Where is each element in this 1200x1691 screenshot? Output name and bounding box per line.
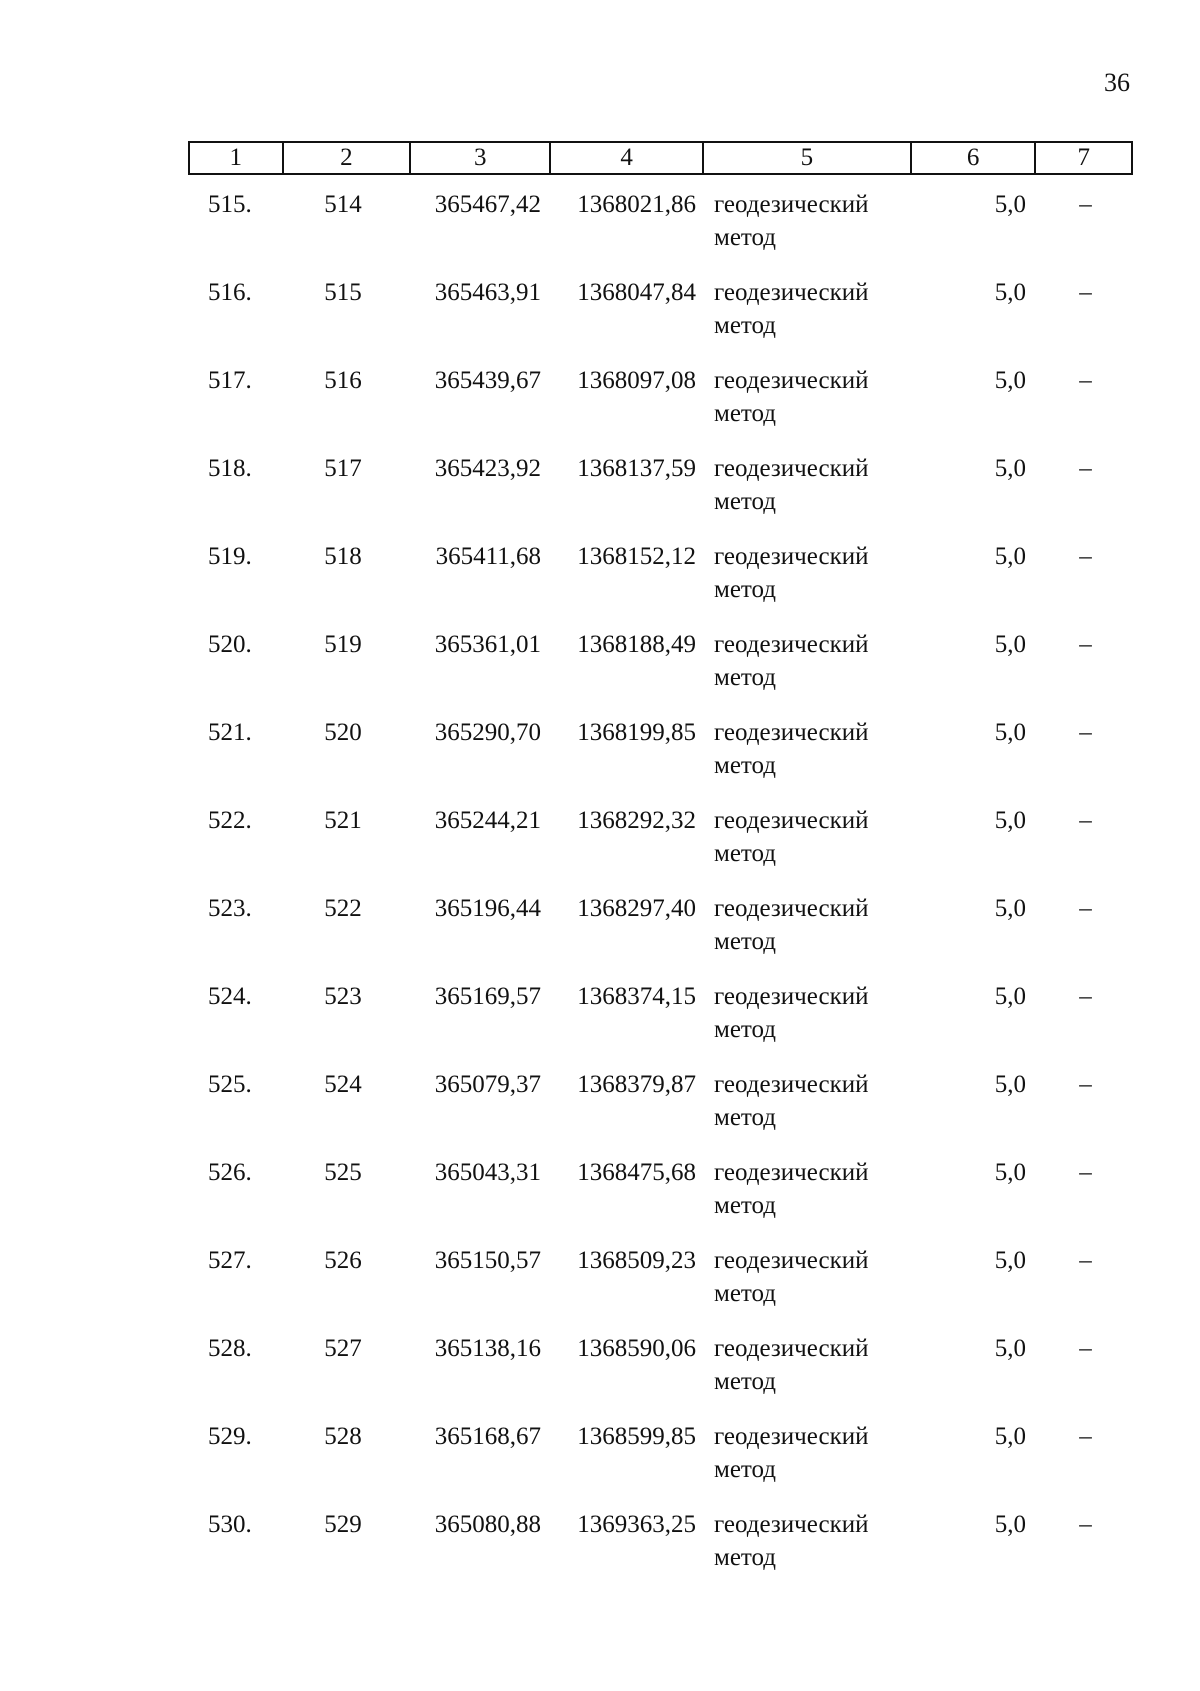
row-number-cell: 525. <box>208 1071 252 1098</box>
x-coordinate-cell: 365463,91 <box>434 279 541 306</box>
note-cell: – <box>1079 367 1092 394</box>
row-number-cell: 522. <box>208 807 252 834</box>
point-number-cell: 514 <box>324 191 362 218</box>
method-cell <box>704 1420 913 1508</box>
table-row <box>188 1508 1133 1596</box>
method-cell <box>704 804 913 892</box>
note-cell: – <box>1079 1247 1092 1274</box>
method-cell <box>704 540 913 628</box>
method-cell <box>704 1508 913 1596</box>
method-cell <box>704 980 913 1068</box>
x-coordinate-cell: 365150,57 <box>434 1247 541 1274</box>
note-cell: – <box>1079 191 1092 218</box>
table-row <box>188 276 1133 364</box>
point-number-cell: 520 <box>324 719 362 746</box>
note-cell: – <box>1079 1159 1092 1186</box>
note-cell: – <box>1079 807 1092 834</box>
method-line-1: геодезический <box>714 1159 869 1186</box>
row-number-cell: 515. <box>208 191 252 218</box>
note-cell: – <box>1079 455 1092 482</box>
y-coordinate-cell: 1368379,87 <box>577 1071 696 1098</box>
x-coordinate-cell: 365411,68 <box>435 543 541 570</box>
accuracy-cell: 5,0 <box>994 1423 1026 1450</box>
method-cell <box>704 628 913 716</box>
method-line-2: метод <box>714 1368 777 1395</box>
method-line-2: метод <box>714 840 777 867</box>
table-row <box>188 716 1133 804</box>
row-number-cell: 524. <box>208 983 252 1010</box>
method-line-2: метод <box>714 1016 777 1043</box>
table-row <box>188 980 1133 1068</box>
note-cell: – <box>1079 279 1092 306</box>
accuracy-cell: 5,0 <box>994 719 1026 746</box>
table-row <box>188 1156 1133 1244</box>
y-coordinate-cell: 1368152,12 <box>577 543 696 570</box>
note-cell: – <box>1079 1335 1092 1362</box>
row-number-cell: 526. <box>208 1159 252 1186</box>
table-row <box>188 540 1133 628</box>
method-cell <box>704 1244 913 1332</box>
method-cell <box>704 1156 913 1244</box>
method-line-1: геодезический <box>714 1511 869 1538</box>
y-coordinate-cell: 1368599,85 <box>577 1423 696 1450</box>
table-row <box>188 188 1133 276</box>
table-row <box>188 892 1133 980</box>
accuracy-cell: 5,0 <box>994 895 1026 922</box>
table-row <box>188 628 1133 716</box>
method-line-1: геодезический <box>714 631 869 658</box>
method-line-2: метод <box>714 312 777 339</box>
method-cell <box>704 716 913 804</box>
header-cell-4: 4 <box>551 143 703 173</box>
table-row <box>188 1244 1133 1332</box>
x-coordinate-cell: 365080,88 <box>434 1511 541 1538</box>
y-coordinate-cell: 1368374,15 <box>577 983 696 1010</box>
row-number-cell: 516. <box>208 279 252 306</box>
x-coordinate-cell: 365439,67 <box>434 367 541 394</box>
method-line-1: геодезический <box>714 367 869 394</box>
point-number-cell: 529 <box>324 1511 362 1538</box>
y-coordinate-cell: 1368047,84 <box>577 279 696 306</box>
header-cell-7: 7 <box>1077 144 1090 171</box>
accuracy-cell: 5,0 <box>994 191 1026 218</box>
x-coordinate-cell: 365244,21 <box>434 807 541 834</box>
accuracy-cell: 5,0 <box>994 983 1026 1010</box>
method-line-2: метод <box>714 1456 777 1483</box>
method-cell <box>704 188 913 276</box>
row-number-cell: 523. <box>208 895 252 922</box>
method-line-2: метод <box>714 664 777 691</box>
method-line-2: метод <box>714 576 777 603</box>
method-cell <box>704 276 913 364</box>
y-coordinate-cell: 1368297,40 <box>577 895 696 922</box>
method-line-1: геодезический <box>714 895 869 922</box>
table-row <box>188 804 1133 892</box>
note-cell: – <box>1079 1423 1092 1450</box>
page-number: 36 <box>1104 68 1130 97</box>
y-coordinate-cell: 1368509,23 <box>577 1247 696 1274</box>
method-line-2: метод <box>714 1104 777 1131</box>
accuracy-cell: 5,0 <box>994 1511 1026 1538</box>
point-number-cell: 521 <box>324 807 362 834</box>
table-row <box>188 364 1133 452</box>
accuracy-cell: 5,0 <box>994 455 1026 482</box>
point-number-cell: 527 <box>324 1335 362 1362</box>
table-row <box>188 1420 1133 1508</box>
table-row <box>188 1332 1133 1420</box>
method-cell <box>704 364 913 452</box>
point-number-cell: 519 <box>324 631 362 658</box>
header-cell-6: 6 <box>912 143 1036 173</box>
accuracy-cell: 5,0 <box>994 1071 1026 1098</box>
point-number-cell: 528 <box>324 1423 362 1450</box>
point-number-cell: 526 <box>324 1247 362 1274</box>
x-coordinate-cell: 365168,67 <box>434 1423 541 1450</box>
method-line-1: геодезический <box>714 1071 869 1098</box>
header-cell-2: 2 <box>284 143 411 173</box>
method-line-2: метод <box>714 752 777 779</box>
accuracy-cell: 5,0 <box>994 1247 1026 1274</box>
x-coordinate-cell: 365467,42 <box>434 191 541 218</box>
point-number-cell: 524 <box>324 1071 362 1098</box>
method-line-2: метод <box>714 488 777 515</box>
row-number-cell: 529. <box>208 1423 252 1450</box>
row-number-cell: 527. <box>208 1247 252 1274</box>
accuracy-cell: 5,0 <box>994 1335 1026 1362</box>
method-line-1: геодезический <box>714 455 869 482</box>
note-cell: – <box>1079 1071 1092 1098</box>
note-cell: – <box>1079 631 1092 658</box>
method-cell <box>704 1332 913 1420</box>
header-cell-5: 5 <box>704 143 912 173</box>
method-cell <box>704 1068 913 1156</box>
x-coordinate-cell: 365043,31 <box>434 1159 541 1186</box>
table-header-row <box>188 141 1133 175</box>
y-coordinate-cell: 1368590,06 <box>577 1335 696 1362</box>
x-coordinate-cell: 365196,44 <box>434 895 541 922</box>
y-coordinate-cell: 1368137,59 <box>577 455 696 482</box>
accuracy-cell: 5,0 <box>994 279 1026 306</box>
point-number-cell: 518 <box>324 543 362 570</box>
row-number-cell: 517. <box>208 367 252 394</box>
accuracy-cell: 5,0 <box>994 367 1026 394</box>
accuracy-cell: 5,0 <box>994 631 1026 658</box>
y-coordinate-cell: 1368021,86 <box>577 191 696 218</box>
coordinates-table <box>188 141 1133 1596</box>
method-line-2: метод <box>714 400 777 427</box>
y-coordinate-cell: 1368199,85 <box>577 719 696 746</box>
method-line-2: метод <box>714 1192 777 1219</box>
table-body <box>188 188 1133 1596</box>
note-cell: – <box>1079 543 1092 570</box>
y-coordinate-cell: 1369363,25 <box>577 1511 696 1538</box>
header-cell-1: 1 <box>190 143 284 173</box>
method-line-1: геодезический <box>714 807 869 834</box>
x-coordinate-cell: 365079,37 <box>434 1071 541 1098</box>
point-number-cell: 525 <box>324 1159 362 1186</box>
point-number-cell: 522 <box>324 895 362 922</box>
method-line-2: метод <box>714 224 777 251</box>
table-row <box>188 452 1133 540</box>
row-number-cell: 520. <box>208 631 252 658</box>
y-coordinate-cell: 1368097,08 <box>577 367 696 394</box>
note-cell: – <box>1079 983 1092 1010</box>
accuracy-cell: 5,0 <box>994 1159 1026 1186</box>
point-number-cell: 523 <box>324 983 362 1010</box>
method-line-2: метод <box>714 1544 777 1571</box>
x-coordinate-cell: 365169,57 <box>434 983 541 1010</box>
accuracy-cell: 5,0 <box>994 543 1026 570</box>
method-line-1: геодезический <box>714 279 869 306</box>
table-row <box>188 1068 1133 1156</box>
method-line-2: метод <box>714 928 777 955</box>
method-cell <box>704 452 913 540</box>
method-line-1: геодезический <box>714 191 869 218</box>
point-number-cell: 516 <box>324 367 362 394</box>
method-line-1: геодезический <box>714 1423 869 1450</box>
x-coordinate-cell: 365290,70 <box>434 719 541 746</box>
note-cell: – <box>1079 719 1092 746</box>
row-number-cell: 530. <box>208 1511 252 1538</box>
method-line-1: геодезический <box>714 983 869 1010</box>
row-number-cell: 518. <box>208 455 252 482</box>
method-line-1: геодезический <box>714 719 869 746</box>
method-line-1: геодезический <box>714 1247 869 1274</box>
method-line-1: геодезический <box>714 1335 869 1362</box>
row-number-cell: 521. <box>208 719 252 746</box>
x-coordinate-cell: 365138,16 <box>434 1335 541 1362</box>
method-cell <box>704 892 913 980</box>
point-number-cell: 515 <box>324 279 362 306</box>
y-coordinate-cell: 1368475,68 <box>577 1159 696 1186</box>
method-line-2: метод <box>714 1280 777 1307</box>
row-number-cell: 528. <box>208 1335 252 1362</box>
note-cell: – <box>1079 1511 1092 1538</box>
accuracy-cell: 5,0 <box>994 807 1026 834</box>
header-cell-3: 3 <box>411 143 551 173</box>
x-coordinate-cell: 365361,01 <box>434 631 541 658</box>
x-coordinate-cell: 365423,92 <box>434 455 541 482</box>
note-cell: – <box>1079 895 1092 922</box>
y-coordinate-cell: 1368188,49 <box>577 631 696 658</box>
method-line-1: геодезический <box>714 543 869 570</box>
row-number-cell: 519. <box>208 543 252 570</box>
y-coordinate-cell: 1368292,32 <box>577 807 696 834</box>
point-number-cell: 517 <box>324 455 362 482</box>
